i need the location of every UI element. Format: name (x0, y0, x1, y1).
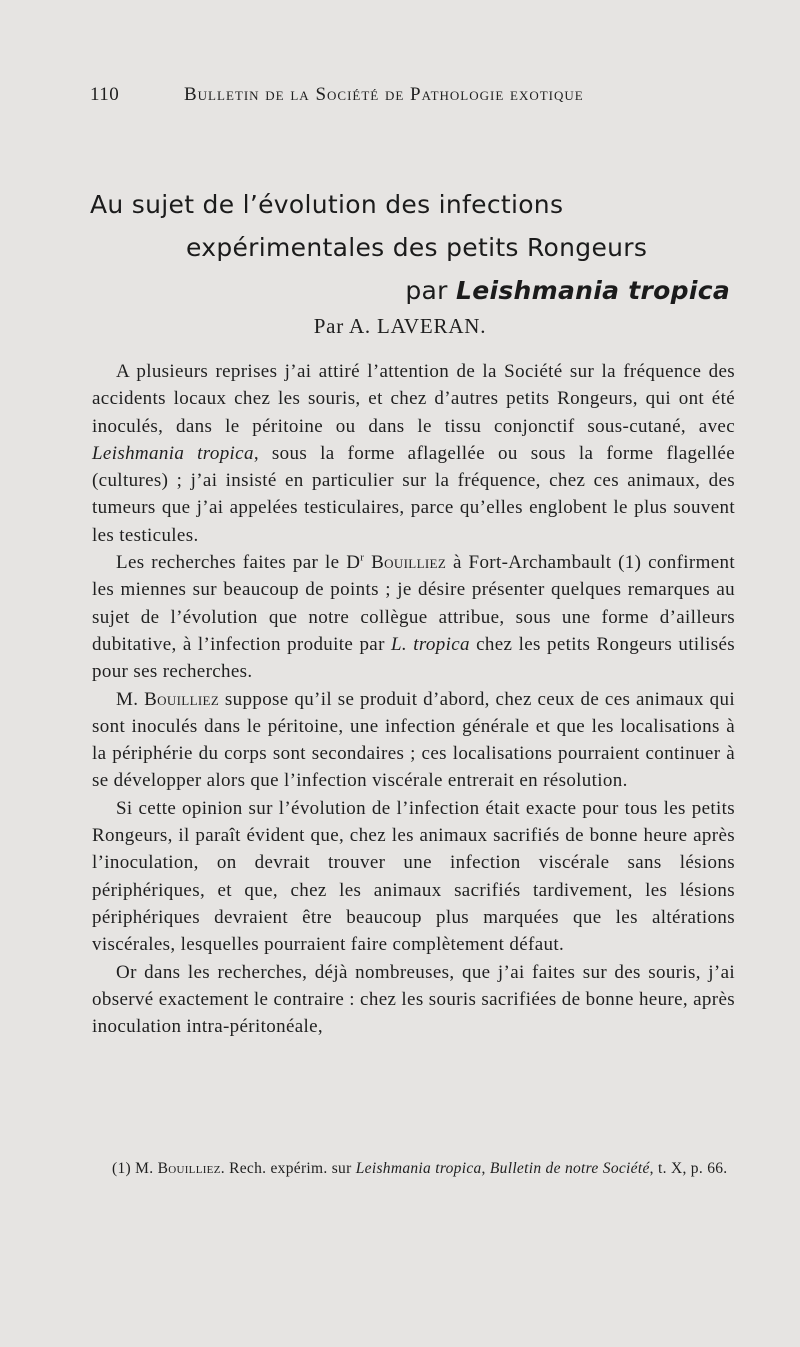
title-line-3 (90, 269, 730, 312)
author-cited-name: Bouilliez (144, 688, 220, 710)
paragraph-1-text-b: , sous la forme aflagellée ou sous la forme flagellée (cultures) ; j’ai insisté en particulier sur la fréquence, chez ces animaux, des tumeurs que j’ai appelées testiculaires, parce qu’elles englobent le plus souvent les testicules. (92, 442, 735, 546)
title-line-1: Au sujet de l’évolution des infections (90, 190, 564, 219)
footnote-marker: (1) M. (112, 1160, 158, 1177)
article-title (90, 183, 730, 312)
footnote-text-a: . Rech. expérim. sur (220, 1160, 356, 1177)
paragraph-4: Si cette opinion sur l’évolution de l’infection était exacte pour tous les petits Rongeurs, il paraît évident que, chez les animaux sacrifiés de bonne heure après l’inoculation, on devrait trouver une infection viscérale sans lésions périphériques, et que, chez les animaux sacrifiés tardivement, les lésions périphériques devraient être beaucoup plus marquées que les altérations viscérales, lesquelles pourraient faire complètement défaut. (92, 797, 735, 956)
footnote-species: Leishmania tropica (355, 1160, 482, 1177)
paragraph-2-text-a: Les recherches faites par le D (116, 552, 361, 574)
paragraph-3-text-b: suppose qu’il se produit d’abord, chez ceux de ces animaux qui sont inoculés dans le péritoine, une infection générale et que les localisations à la périphérie du corps sont secondaires ; ces localisations pourraient continuer à se développer alors que l’infection viscérale entrerait en résolution. (92, 688, 735, 792)
author-line: Par A. LAVERAN. (313, 314, 487, 338)
title-line-3-prefix: par (405, 276, 456, 305)
running-title: Bulletin de la Société de Pathologie exotique (184, 84, 584, 105)
doctor-superscript: r (360, 551, 365, 564)
running-header (90, 83, 750, 107)
species-name: Leishmania tropica (92, 442, 254, 464)
footnote-text-c: , t. X, p. 66. (649, 1160, 728, 1177)
paragraph-2 (92, 549, 735, 685)
paragraph-1-text-a: A plusieurs reprises j’ai attiré l’attention de la Société sur la fréquence des accidents locaux chez les souris, et chez d’autres petits Rongeurs, qui ont été inoculés, dans le péritoine ou dans le tissu conjonctif sous-cutané, avec (92, 361, 735, 437)
paragraph-2-text-b: à Fort-Archambault (1) confirment les miennes sur beaucoup de points ; je désire présenter quelques remarques au sujet de l’évolution que notre collègue attribue, sous une forme d’ailleurs dubitative, à l’infection produite par (92, 552, 735, 655)
page-number: 110 (90, 84, 120, 105)
footnote-author: Bouilliez (157, 1160, 221, 1177)
footnote-journal: Bulletin de notre Société (489, 1160, 650, 1177)
paragraph-3-text-a: M. (116, 688, 145, 710)
species-name: L. tropica (391, 633, 470, 655)
title-line-2: expérimentales des petits Rongeurs (186, 233, 648, 262)
article-body (92, 358, 735, 1040)
footnote-text-b: , (481, 1160, 490, 1177)
paragraph-3 (92, 686, 735, 795)
paragraph-2-text-c: chez les petits Rongeurs utilisés pour ses recherches. (92, 633, 735, 683)
paragraph-1 (92, 358, 735, 549)
title-species: Leishmania tropica (455, 276, 730, 305)
footnote (92, 1158, 735, 1179)
paragraph-5: Or dans les recherches, déjà nombreuses, que j’ai faites sur des souris, j’ai observé exactement le contraire : chez les souris sacrifiées de bonne heure, après inoculation intra-péritonéale, (92, 961, 735, 1038)
author-cited-name: Bouilliez (371, 552, 447, 574)
